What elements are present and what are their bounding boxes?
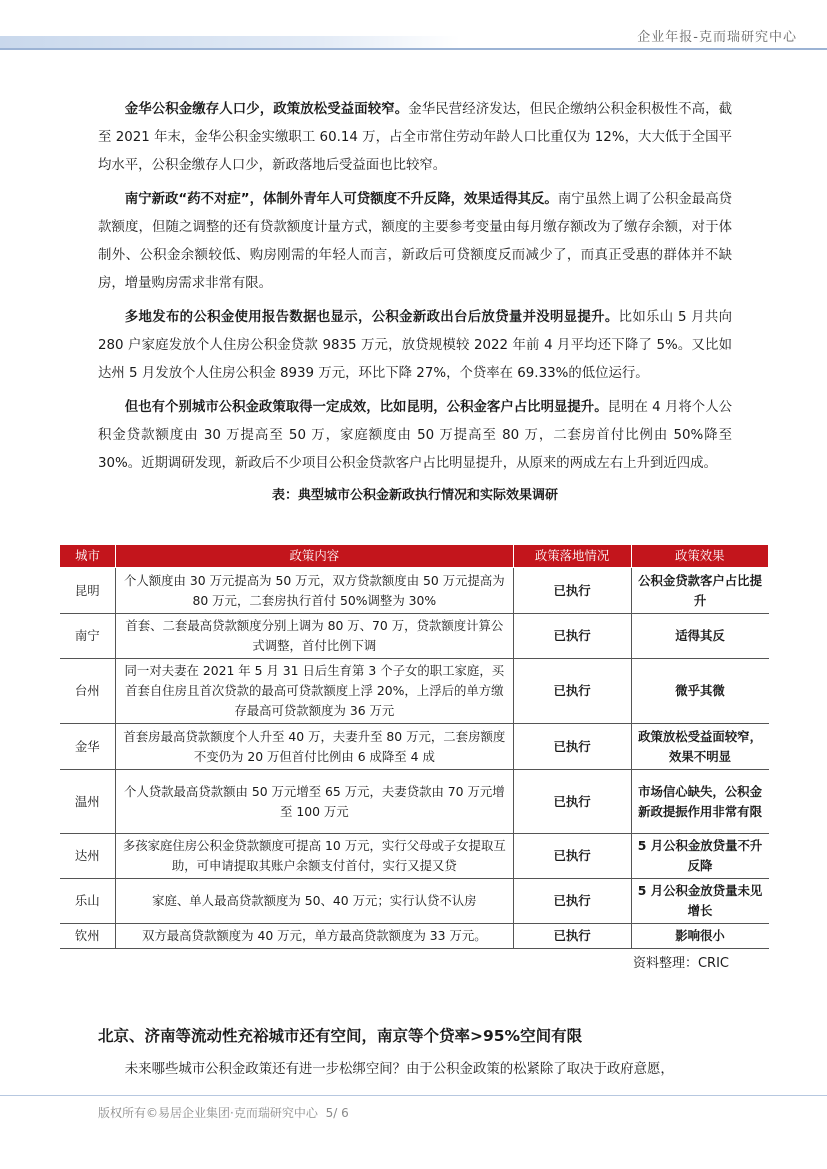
cell-policy: 同一对夫妻在 2021 年 5 月 31 日后生育第 3 个子女的职工家庭，买首套自住房且首次贷款的最高可贷款额度上浮 20%，上浮后的单方缴存最高可贷款额度为 36 万元 [116,659,513,724]
cell-city: 乐山 [60,879,116,924]
cell-status: 已执行 [513,879,631,924]
cell-status: 已执行 [513,568,631,614]
body-text [98,96,732,514]
header-rule [0,48,827,50]
paragraph-reports [98,304,732,388]
table-row [60,924,769,949]
paragraph-body: 金华民营经济发达，但民企缴纳公积金积极性不高，截至 2021 年末，金华公积金实缴职工 60.14 万，占全市常住劳动年龄人口比重仅为 12%，大大低于全国平均水平，公积金缴存人口少，新政落地后受益面也比较窄。 [98,102,733,173]
paragraph-lead: 金华公积金缴存人口少，政策放松受益面较窄。 [124,102,409,117]
cell-city: 昆明 [60,568,116,614]
header-city: 城市 [60,545,116,568]
page-number: 5/ 6 [325,1106,349,1120]
cell-policy: 多孩家庭住房公积金贷款额度可提高 10 万元，实行父母或子女提取互助，可申请提取其账户余额支付首付，实行又提又贷 [116,834,513,879]
cell-status: 已执行 [513,614,631,659]
cell-effect: 公积金贷款客户占比提升 [631,568,768,614]
table-row [60,568,769,614]
table-header-row [60,545,769,568]
cell-status: 已执行 [513,834,631,879]
paragraph-nanning [98,186,732,298]
cell-policy: 个人贷款最高贷款额由 50 万元增至 65 万元，夫妻贷款由 70 万元增至 100 万元 [116,770,513,834]
cell-effect: 5 月公积金放贷量不升反降 [631,834,768,879]
cell-effect: 政策放松受益面较窄，效果不明显 [631,724,768,770]
header-band [0,36,460,48]
paragraph-kunming [98,394,732,478]
table-row [60,724,769,770]
cell-policy: 个人额度由 30 万元提高为 50 万元，双方贷款额度由 50 万元提高为 80 万元，二套房执行首付 50%调整为 30% [116,568,513,614]
cell-policy: 家庭、单人最高贷款额度为 50、40 万元；实行认贷不认房 [116,879,513,924]
paragraph-jinhua [98,96,732,180]
header-effect: 政策效果 [631,545,768,568]
cell-status: 已执行 [513,770,631,834]
footer [98,1104,349,1121]
cell-policy: 首套房最高贷款额度个人升至 40 万，夫妻升至 80 万元，二套房额度不变仍为 20 万但首付比例由 6 成降至 4 成 [116,724,513,770]
paragraph-lead: 但也有个别城市公积金政策取得一定成效，比如昆明，公积金客户占比明显提升。 [124,400,608,415]
paragraph-body: 南宁虽然上调了公积金最高贷款额度，但随之调整的还有贷款额度计量方式，额度的主要参考变量由每月缴存额改为了缴存余额，对于体制外、公积金余额较低、购房刚需的年轻人而言，新政后可贷额度反而减少了，而真正受惠的群体并不缺房，增量购房需求非常有限。 [98,192,732,291]
paragraph-tail: 未来哪些城市公积金政策还有进一步松绑空间？由于公积金政策的松紧除了取决于政府意愿， [124,1062,674,1077]
table-row [60,614,769,659]
table-row [60,770,769,834]
cell-status: 已执行 [513,724,631,770]
paragraph-body: 比如乐山 5 月共向 280 户家庭发放个人住房公积金贷款 9835 万元，放贷规模较 2022 年前 4 月平均还下降了 5%。又比如达州 5 月发放个人住房公积金 8939 万元，环比下降 27%，个贷率在 69.33%的低位运行。 [98,310,732,381]
cell-city: 南宁 [60,614,116,659]
footer-copyright: 版权所有©易居企业集团·克而瑞研究中心 [98,1106,318,1120]
cell-policy: 双方最高贷款额度为 40 万元，单方最高贷款额度为 33 万元。 [116,924,513,949]
paragraph-lead: 多地发布的公积金使用报告数据也显示，公积金新政出台后放贷量并没明显提升。 [124,310,619,325]
table-row [60,834,769,879]
table-row [60,879,769,924]
cell-city: 达州 [60,834,116,879]
header-status: 政策落地情况 [513,545,631,568]
cell-effect: 市场信心缺失，公积金新政提振作用非常有限 [631,770,768,834]
cell-city: 温州 [60,770,116,834]
cell-status: 已执行 [513,659,631,724]
header-policy: 政策内容 [116,545,513,568]
cell-effect: 微乎其微 [631,659,768,724]
cell-status: 已执行 [513,924,631,949]
table-title: 表：典型城市公积金新政执行情况和实际效果调研 [271,488,558,503]
cell-policy: 首套、二套最高贷款额度分别上调为 80 万、70 万，贷款额度计算公式调整，首付比例下调 [116,614,513,659]
cell-city: 台州 [60,659,116,724]
cell-effect: 适得其反 [631,614,768,659]
section-heading: 北京、济南等流动性充裕城市还有空间，南京等个贷率>95%空间有限 [98,1027,583,1045]
paragraph-lead: 南宁新政“药不对症”，体制外青年人可贷额度不升反降，效果适得其反。 [124,192,558,207]
header-title: 企业年报-克而瑞研究中心 [637,30,797,45]
cell-city: 钦州 [60,924,116,949]
paragraph-body: 昆明在 4 月将个人公积金贷款额度由 30 万提高至 50 万，家庭额度由 50 万提高至 80 万，二套房首付比例由 50%降至 30%。近期调研发现，新政后不少项目公积金贷款客户占比明显提升，从原来的两成左右上升到近四成。 [98,400,732,471]
table-source: 资料整理：CRIC [632,956,729,971]
footer-rule [0,1095,827,1096]
cell-city: 金华 [60,724,116,770]
table-row [60,659,769,724]
cell-effect: 5 月公积金放贷量未见增长 [631,879,768,924]
policy-table [59,544,769,949]
cell-effect: 影响很小 [631,924,768,949]
